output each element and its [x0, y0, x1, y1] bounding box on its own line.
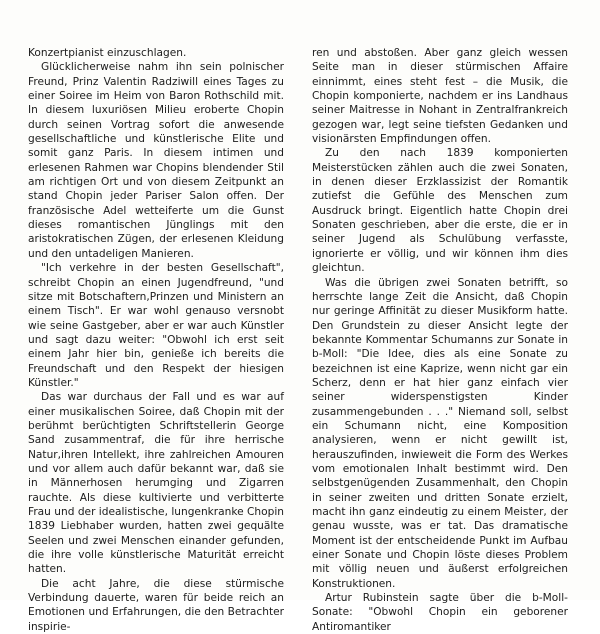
paragraph: Glücklicherweise nahm ihn sein polnischer Freund, Prinz Valentin Radziwill eines Tages zu einer Soiree im Heim von Baron Rothschild mit. In diesem luxuriösen Milieu eroberte Chopin durch seinen Vortrag sofort die anwesende gesellschaftliche und künstlerische Elite und somit ganz Paris. In diesem intimen und erlesenen Rahmen war Chopins blendender Stil am richtigen Ort und von diesem Zeitpunkt an stand Chopin jeder Pariser Salon offen. Der französische Adel wetteiferte um die Gunst dieses romantischen Jünglings mit den aristokratischen Zügen, der erlesenen Kleidung und den untadeligen Manieren.: [28, 61, 284, 260]
paragraph: Artur Rubinstein sagte über die b-Moll-Sonate: "Obwohl Chopin ein geborener Antiromantiker: [312, 592, 568, 633]
paragraph: "Ich verkehre in der besten Gesellschaft", schreibt Chopin an einen Jugendfreund, "und sitze mit Botschaftern,Prinzen und Ministern an einem Tisch". Er war wohl genauso versnobt wie seine Gastgeber, aber er war auch Künstler und sagt dazu weiter: "Obwohl ich erst seit einem Jahr hier bin, genieße ich bereits die Freundschaft und den Respekt der hiesigen Künstler.": [28, 262, 284, 389]
paragraph: Zu den nach 1839 komponierten Meisterstücken zählen auch die zwei Sonaten, in denen dieser Erzklassizist der Romantik zutiefst die Gefühle des Menschen zum Ausdruck bringt. Eigentlich hatte Chopin drei Sonaten geschrieben, aber die erste, die er in seiner Jugend als Schulübung verfasste, ignorierte er völlig, und wir können ihm dies gleichtun.: [312, 147, 568, 275]
text-column-right: [312, 46, 568, 634]
text-column-left: [28, 46, 284, 634]
paragraph: Was die übrigen zwei Sonaten betrifft, so herrschte lange Zeit die Ansicht, daß Chopin nur geringe Affinität zu dieser Musikform hatte. Den Grundstein zu dieser Ansicht legte der bekannte Kommentar Schumanns zur Sonate in b-Moll: "Die Idee, dies als eine Sonate zu bezeichnen ist eine Kaprize, wenn nicht gar ein Scherz, denn er hat hier ganz einfach vier seiner widerspenstigsten Kinder zusammengebunden . . ." Niemand soll, selbst ein Schumann nicht, eine Komposition analysieren, wenn er nicht gewillt ist, herauszufinden, inwieweit die Form des Werkes vom emotionalen Inhalt bestimmt wird. Den selbstgenügenden Zusammenhalt, den Chopin in seiner zweiten und dritten Sonate erzielt, macht ihn ganz eindeutig zu einem Meister, der genau wusste, was er tat. Das dramatische Moment ist der entscheidende Punkt im Aufbau einer Sonate und Chopin löste dieses Problem mit völlig neuen und äußerst erfolgreichen Konstruktionen.: [312, 276, 568, 590]
paragraph: ren und abstoßen. Aber ganz gleich wessen Seite man in dieser stürmischen Affaire einnimmt, eines steht fest – die Musik, die Chopin komponierte, nachdem er ins Landhaus seiner Maitresse in Nohant in Zentralfrankreich gezogen war, legt seine tiefsten Gedanken und visionärsten Empfindungen offen.: [312, 47, 568, 146]
paragraph: Die acht Jahre, die diese stürmische Verbindung dauerte, waren für beide reich an Emotionen und Erfahrungen, die den Betrachter inspirie-: [28, 577, 284, 633]
paragraph: Das war durchaus der Fall und es war auf einer musikalischen Soiree, daß Chopin mit der berühmt berüchtigten Schriftstellerin George Sand zusammentraf, die für ihre herrische Natur,ihren Intellekt, ihre zahlreichen Amouren und vor allem auch dafür bekannt war, daß sie in Männerhosen herumging und Zigarren rauchte. Als diese kultivierte und verbitterte Frau und der idealistische, lungenkranke Chopin 1839 Liebhaber wurden, hatten zwei gequälte Seelen und zwei Menschen einander gefunden, die ihre volle künstlerische Maturität erreicht hatten.: [28, 391, 284, 576]
paragraph: Konzertpianist einzuschlagen.: [28, 47, 187, 59]
